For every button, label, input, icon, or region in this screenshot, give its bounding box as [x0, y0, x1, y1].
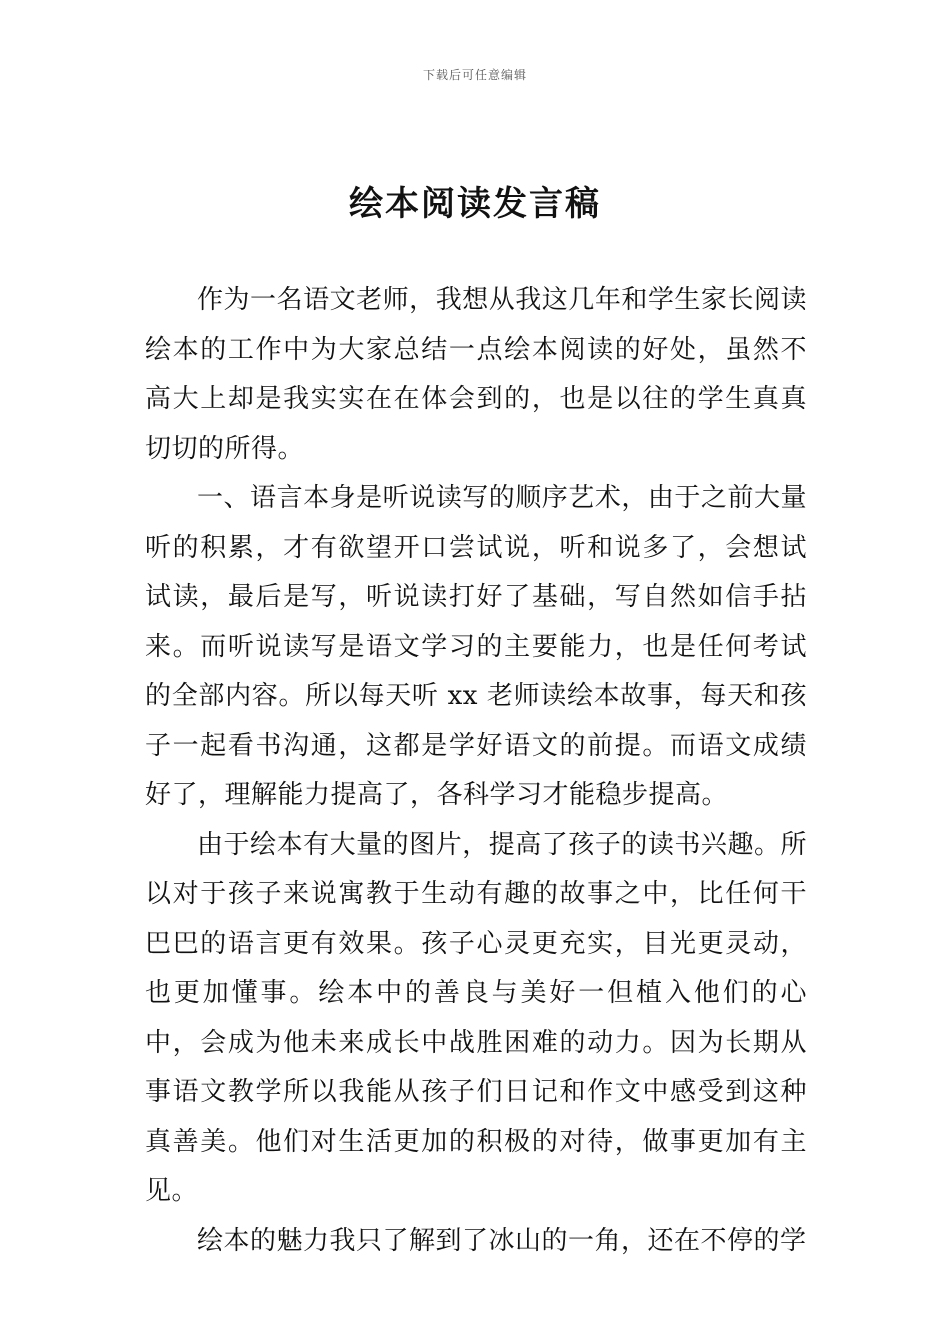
header-note: 下载后可任意编辑	[422, 68, 527, 82]
document-body	[145, 276, 807, 1266]
paragraph-intro: 作为一名语文老师，我想从我这几年和学生家长阅读绘本的工作中为大家总结一点绘本阅读的好处，虽然不高大上却是我实实在在体会到的，也是以往的学生真真切切的所得。	[145, 285, 807, 464]
paragraph-closing: 绘本的魅力我只了解到了冰山的一角，还在不停的学	[197, 1225, 807, 1256]
paragraph-language: 一、语言本身是听说读写的顺序艺术，由于之前大量听的积累，才有欲望开口尝试说，听和说多了，会想试试读，最后是写，听说读打好了基础，写自然如信手拈来。而听说读写是语文学习的主要能力，也是任何考试的全部内容。所以每天听 xx 老师读绘本故事，每天和孩子一起看书沟通，这都是学好语文的前提。而语文成绩好了，理解能力提高了，各科学习才能稳步提高。	[145, 483, 807, 810]
document-title: 绘本阅读发言稿	[349, 184, 601, 224]
paragraph-pictures: 由于绘本有大量的图片，提高了孩子的读书兴趣。所以对于孩子来说寓教于生动有趣的故事之中，比任何干巴巴的语言更有效果。孩子心灵更充实，目光更灵动，也更加懂事。绘本中的善良与美好一但植入他们的心中，会成为他未来成长中战胜困难的动力。因为长期从事语文教学所以我能从孩子们日记和作文中感受到这种真善美。他们对生活更加的积极的对待，做事更加有主见。	[145, 829, 807, 1206]
